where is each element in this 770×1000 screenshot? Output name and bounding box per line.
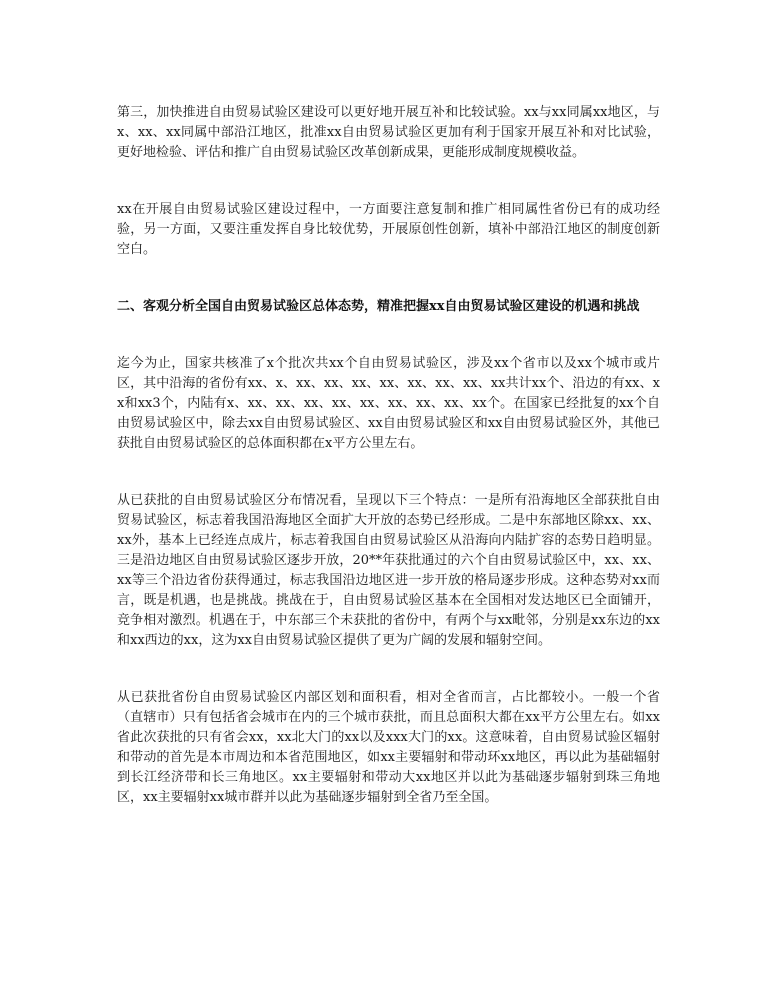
- paragraph-4: 从已获批的自由贸易试验区分布情况看，呈现以下三个特点：一是所有沿海地区全部获批自由贸易试验区，标志着我国沿海地区全面扩大开放的态势已经形成。二是中东部地区除xx、xx、xx外，基本上已经连点成片，标志着我国自由贸易试验区从沿海向内陆扩容的态势日趋明显。三是沿边地区自由贸易试验区逐步开放，20**年获批通过的六个自由贸易试验区中，xx、xx、xx等三个沿边省份获得通过，标志我国沿边地区进一步开放的格局逐步形成。这种态势对xx而言，既是机遇，也是挑战。挑战在于，自由贸易试验区基本在全国相对发达地区已全面铺开，竞争相对激烈。机遇在于，中东部三个未获批的省份中，有两个与xx毗邻，分别是xx东边的xx和xx西边的xx，这为xx自由贸易试验区提供了更为广阔的发展和辐射空间。: [117, 493, 660, 648]
- paragraph-3: 迄今为止，国家共核准了x个批次共xx个自由贸易试验区，涉及xx个省市以及xx个城市或片区，其中沿海的省份有xx、x、xx、xx、xx、xx、xx、xx、xx、xx共计xx个、沿边的有xx、xx和xx3个，内陆有x、xx、xx、xx、xx、xx、xx、xx、xx、xx个。在国家已经批复的xx个自由贸易试验区中，除去xx自由贸易试验区、xx自由贸易试验区和xx自由贸易试验区外，其他已获批自由贸易试验区的总体面积都在x平方公里左右。: [117, 356, 660, 451]
- paragraph-5: 从已获批省份自由贸易试验区内部区划和面积看，相对全省而言，占比都较小。一般一个省（直辖市）只有包括省会城市在内的三个城市获批，而且总面积大都在xx平方公里左右。如xx省此次获批的只有省会xx，xx北大门的xx以及xxx大门的xx。这意味着，自由贸易试验区辐射和带动的首先是本市周边和本省范围地区，如xx主要辐射和带动环xx地区，再以此为基础辐射到长江经济带和长三角地区。xx主要辐射和带动大xx地区并以此为基础逐步辐射到珠三角地区，xx主要辐射xx城市群并以此为基础逐步辐射到全省乃至全国。: [117, 690, 660, 805]
- paragraph-2: xx在开展自由贸易试验区建设过程中，一方面要注意复制和推广相同属性省份已有的成功经验，另一方面，又要注重发挥自身比较优势，开展原创性创新，填补中部沿江地区的制度创新空白。: [117, 202, 660, 257]
- document-body: [117, 103, 660, 845]
- section-heading: 二、客观分析全国自由贸易试验区总体态势，精准把握xx自由贸易试验区建设的机遇和挑战: [117, 299, 640, 314]
- paragraph-1: 第三，加快推进自由贸易试验区建设可以更好地开展互补和比较试验。xx与xx同属xx地区，与x、xx、xx同属中部沿江地区，批准xx自由贸易试验区更加有利于国家开展互补和对比试验，更好地检验、评估和推广自由贸易试验区改革创新成果，更能形成制度规模收益。: [117, 105, 660, 160]
